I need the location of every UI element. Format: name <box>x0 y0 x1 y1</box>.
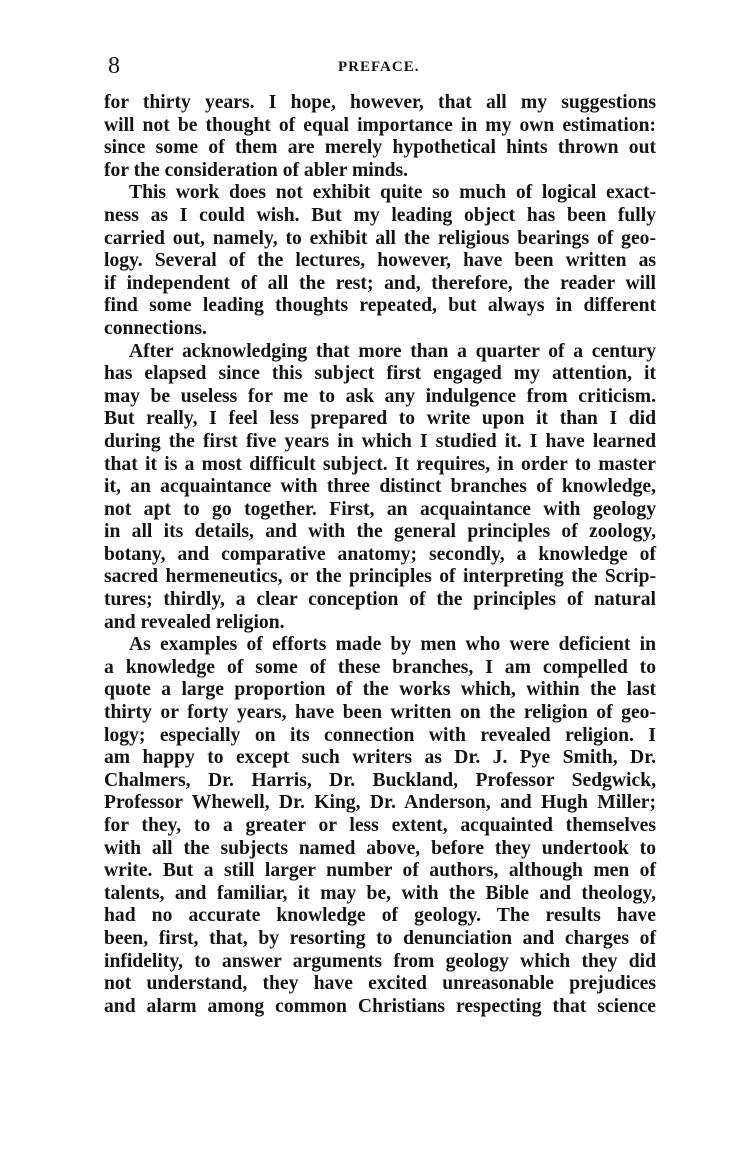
text-line: talents, and familiar, it may be, with the Bible and theology, <box>104 882 656 904</box>
page-number: 8 <box>108 53 120 79</box>
text-line: for the consideration of abler minds. <box>104 159 409 181</box>
text-line: it, an acquaintance with three distinct branches of knowledge, <box>104 476 656 498</box>
text-line: As examples of efforts made by men who were deficient in <box>129 634 656 656</box>
text-line: am happy to except such writers as Dr. J. Pye Smith, Dr. <box>104 747 656 769</box>
text-line: not understand, they have excited unreasonable prejudices <box>104 973 656 995</box>
text-line: not apt to go together. First, an acquaintance with geology <box>104 498 656 520</box>
text-line: logy. Several of the lectures, however, have been written as <box>104 250 656 272</box>
text-line: if independent of all the rest; and, therefore, the reader will <box>104 272 656 294</box>
text-line: find some leading thoughts repeated, but always in different <box>104 295 656 317</box>
text-line: connections. <box>104 317 207 339</box>
text-line: Chalmers, Dr. Harris, Dr. Buckland, Professor Sedgwick, <box>104 769 656 791</box>
text-line: been, first, that, by resorting to denunciation and charges of <box>104 927 656 949</box>
text-line: and alarm among common Christians respecting that science <box>104 995 656 1017</box>
text-line: logy; especially on its connection with revealed religion. I <box>104 724 656 746</box>
body-text <box>104 92 656 1018</box>
text-line: carried out, namely, to exhibit all the religious bearings of geo- <box>104 227 656 249</box>
text-line: thirty or forty years, have been written on the religion of geo- <box>104 702 656 724</box>
text-line: This work does not exhibit quite so much of logical exact- <box>129 182 656 204</box>
text-line: with all the subjects named above, before they undertook to <box>104 837 656 859</box>
text-line: for thirty years. I hope, however, that all my suggestions <box>104 92 656 113</box>
text-line: sacred hermeneutics, or the principles of interpreting the Scrip- <box>104 566 656 588</box>
text-line: write. But a still larger number of authors, although men of <box>104 860 656 882</box>
text-line: during the first five years in which I studied it. I have learned <box>104 430 656 452</box>
text-line: may be useless for me to ask any indulgence from criticism. <box>104 385 656 407</box>
text-line: for they, to a greater or less extent, acquainted themselves <box>104 815 656 836</box>
text-line: But really, I feel less prepared to write upon it than I did <box>104 408 656 430</box>
text-line: botany, and comparative anatomy; secondly, a knowledge of <box>104 543 656 565</box>
text-line: quote a large proportion of the works which, within the last <box>104 679 656 701</box>
text-line: has elapsed since this subject first engaged my attention, it <box>104 363 656 385</box>
text-line: After acknowledging that more than a quarter of a century <box>129 340 656 362</box>
text-line: in all its details, and with the general principles of zoology, <box>104 521 656 543</box>
text-line: had no accurate knowledge of geology. The results have <box>104 905 656 927</box>
text-line: ness as I could wish. But my leading object has been fully <box>104 204 656 226</box>
text-line: Professor Whewell, Dr. King, Dr. Anderson, and Hugh Miller; <box>104 792 656 814</box>
text-line: infidelity, to answer arguments from geology which they did <box>104 950 656 972</box>
text-line: since some of them are merely hypothetical hints thrown out <box>104 137 656 159</box>
text-line: will not be thought of equal importance in my own estimation: <box>104 114 656 136</box>
text-line: a knowledge of some of these branches, I am compelled to <box>104 656 656 678</box>
text-line: tures; thirdly, a clear conception of the principles of natural <box>104 589 656 611</box>
text-line: that it is a most difficult subject. It requires, in order to master <box>104 453 656 475</box>
running-head <box>108 50 658 82</box>
running-head-title: PREFACE. <box>338 59 420 75</box>
text-line: and revealed religion. <box>104 611 285 633</box>
